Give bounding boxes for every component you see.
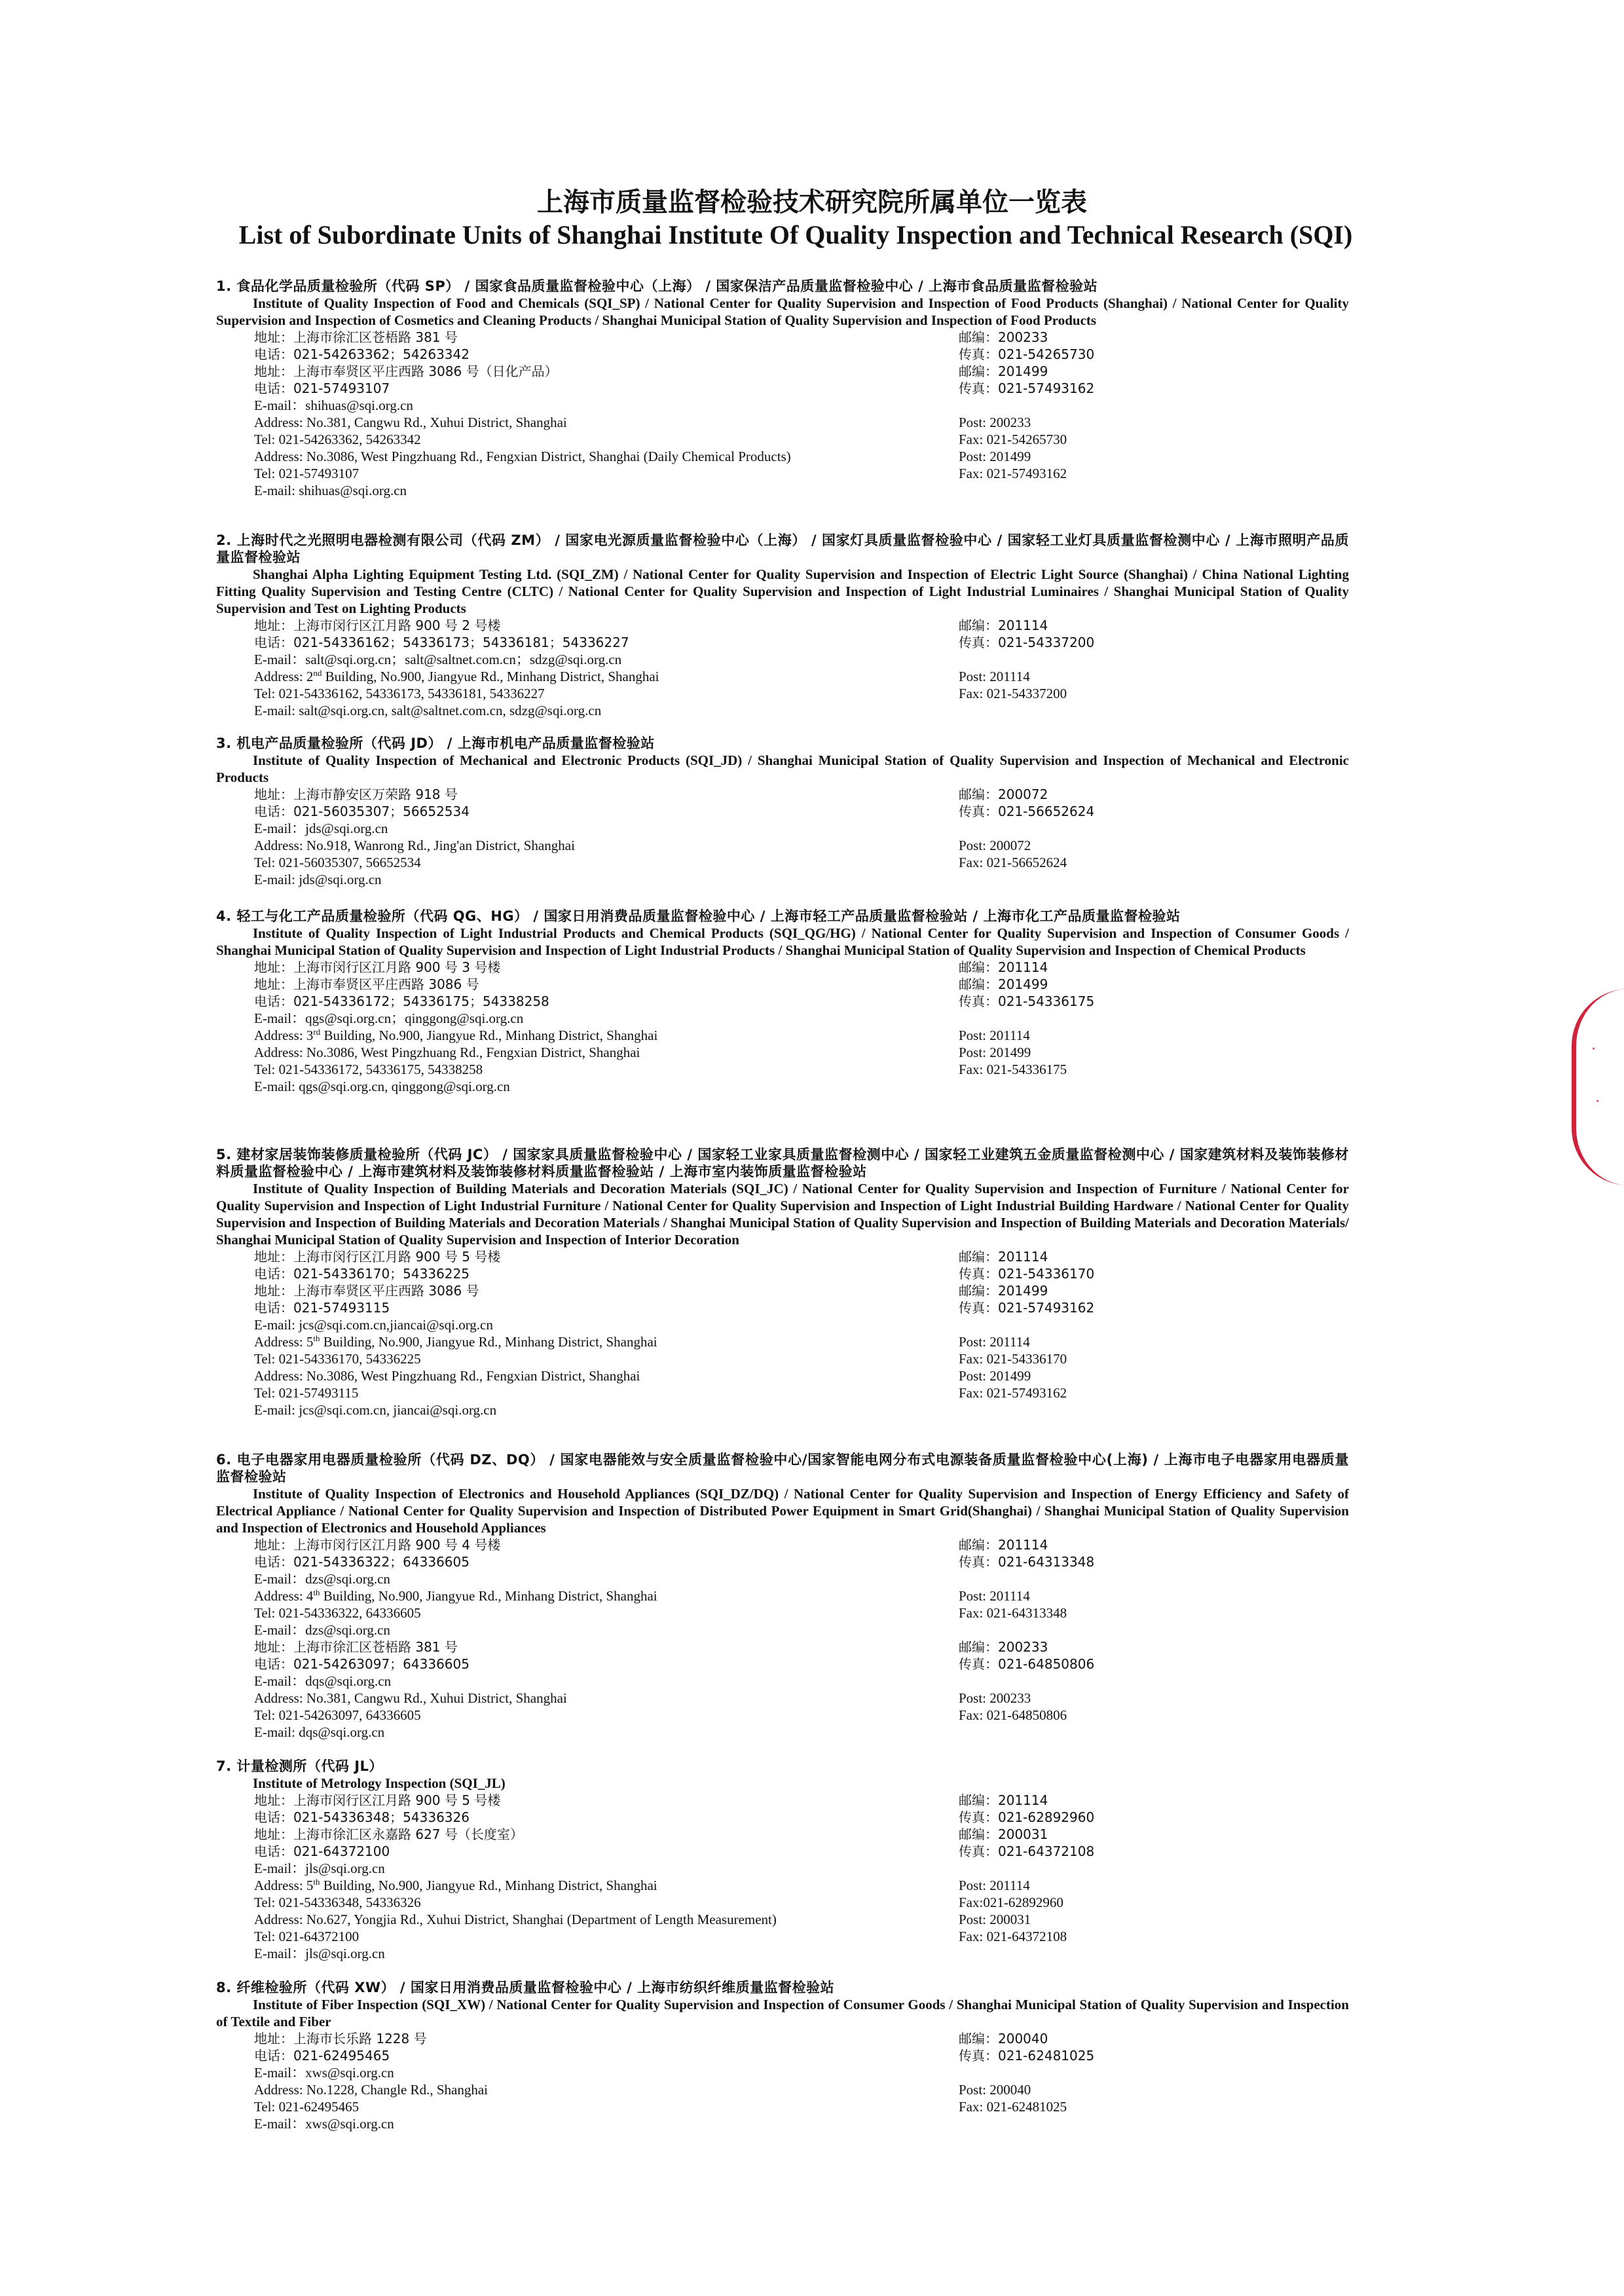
postal-fax-detail bbox=[959, 1860, 1349, 1877]
contact-row bbox=[216, 1724, 1349, 1741]
postal-fax-detail: 邮编：200233 bbox=[959, 1639, 1048, 1655]
postal-fax-detail bbox=[959, 1316, 1349, 1333]
contact-row bbox=[216, 976, 1349, 993]
contact-detail: 地址：上海市奉贤区平庄西路 3086 号（日化产品） bbox=[254, 363, 558, 379]
contact-row bbox=[216, 1316, 1349, 1333]
unit-header-en: Institute of Quality Inspection of Mechanical and Electronic Products (SQI_JD) / Shanghai Municipal Station of Quality Supervision and Inspection of Mechanical and Electronic Products bbox=[216, 752, 1349, 785]
contact-detail: E-mail: shihuas@sqi.org.cn bbox=[254, 483, 407, 498]
contact-detail: Tel: 021-56035307, 56652534 bbox=[254, 855, 421, 870]
contact-row bbox=[216, 1656, 1349, 1673]
contact-row bbox=[216, 465, 1349, 482]
contact-row bbox=[216, 1027, 1349, 1044]
stamp-mark: · bbox=[1595, 1094, 1600, 1110]
postal-fax-detail bbox=[959, 2064, 1349, 2081]
contact-row bbox=[216, 1877, 1349, 1894]
postal-fax-detail: 传真：021-54337200 bbox=[959, 635, 1095, 650]
postal-fax-detail: Fax: 021-54337200 bbox=[959, 686, 1067, 701]
contact-detail: 地址：上海市长乐路 1228 号 bbox=[254, 2031, 427, 2046]
contact-row bbox=[216, 1333, 1349, 1350]
contact-detail: Address: No.381, Cangwu Rd., Xuhui District, Shanghai bbox=[254, 415, 567, 430]
contact-detail: 电话：021-62495465 bbox=[254, 2048, 390, 2064]
contact-row bbox=[216, 2115, 1349, 2132]
contact-row bbox=[216, 2064, 1349, 2081]
contact-row bbox=[216, 1536, 1349, 1553]
postal-fax-detail bbox=[959, 1945, 1349, 1962]
postal-fax-detail: Fax: 021-64313348 bbox=[959, 1605, 1067, 1621]
unit-entry bbox=[216, 1451, 1349, 1741]
contact-row bbox=[216, 668, 1349, 685]
contact-row bbox=[216, 1792, 1349, 1809]
contact-detail: E-mail：dqs@sqi.org.cn bbox=[254, 1673, 392, 1689]
contact-row bbox=[216, 1010, 1349, 1027]
postal-fax-detail bbox=[959, 1078, 1349, 1095]
unit-entry bbox=[216, 1758, 1349, 1962]
contact-row bbox=[216, 414, 1349, 431]
unit-header-cn: 4. 轻工与化工产品质量检验所（代码 QG、HG） / 国家日用消费品质量监督检验中心 / 上海市轻工产品质量监督检验站 / 上海市化工产品质量监督检验站 bbox=[216, 908, 1181, 924]
contact-row bbox=[216, 803, 1349, 820]
contact-row bbox=[216, 1911, 1349, 1928]
postal-fax-detail: 邮编：201114 bbox=[959, 1792, 1048, 1808]
postal-fax-detail: Post: 201499 bbox=[959, 1045, 1031, 1060]
postal-fax-detail: 邮编：201114 bbox=[959, 618, 1048, 633]
unit-entry bbox=[216, 1979, 1349, 2132]
contact-detail: 地址：上海市奉贤区平庄西路 3086 号 bbox=[254, 1283, 479, 1299]
contact-row bbox=[216, 380, 1349, 397]
postal-fax-detail: Fax: 021-57493162 bbox=[959, 466, 1067, 481]
postal-fax-detail: 传真：021-64372108 bbox=[959, 1843, 1095, 1859]
contact-detail: Address: No.918, Wanrong Rd., Jing'an District, Shanghai bbox=[254, 838, 575, 853]
contact-row bbox=[216, 1604, 1349, 1621]
contact-row bbox=[216, 448, 1349, 465]
postal-fax-detail bbox=[959, 820, 1349, 837]
contact-detail: Tel: 021-57493115 bbox=[254, 1385, 359, 1401]
postal-fax-detail bbox=[959, 1621, 1349, 1639]
postal-fax-detail: 传真：021-54265730 bbox=[959, 346, 1095, 362]
postal-fax-detail: Fax: 021-56652624 bbox=[959, 855, 1067, 870]
unit-header-en: Institute of Fiber Inspection (SQI_XW) / National Center for Quality Supervision and Inspection of Consumer Goods / Shanghai Municipal Station of Quality Supervision and Inspection of Textile and Fiber bbox=[216, 1997, 1349, 2029]
contact-row bbox=[216, 1265, 1349, 1282]
contact-row bbox=[216, 1248, 1349, 1265]
contact-detail: 电话：021-54263097；64336605 bbox=[254, 1656, 470, 1672]
postal-fax-detail bbox=[959, 482, 1349, 499]
contact-row bbox=[216, 1044, 1349, 1061]
unit-header-cn: 1. 食品化学品质量检验所（代码 SP） / 国家食品质量监督检验中心（上海） / 国家保洁产品质量监督检验中心 / 上海市食品质量监督检验站 bbox=[216, 278, 1098, 294]
contact-detail: Address: 5th Building, No.900, Jiangyue Rd., Minhang District, Shanghai bbox=[254, 1333, 657, 1350]
contact-detail: E-mail: qgs@sqi.org.cn, qinggong@sqi.org.cn bbox=[254, 1079, 510, 1094]
unit-header-cn: 2. 上海时代之光照明电器检测有限公司（代码 ZM） / 国家电光源质量监督检验中心（上海） / 国家灯具质量监督检验中心 / 国家轻工业灯具质量监督检测中心 / 上海市照明产品质量监督检验站 bbox=[216, 532, 1349, 565]
contact-row bbox=[216, 617, 1349, 634]
contact-detail: 地址：上海市闵行区江月路 900 号 2 号楼 bbox=[254, 618, 501, 633]
contact-detail: Address: 5th Building, No.900, Jiangyue Rd., Minhang District, Shanghai bbox=[254, 1877, 657, 1893]
contact-row bbox=[216, 2047, 1349, 2064]
contact-detail: E-mail：xws@sqi.org.cn bbox=[254, 2065, 394, 2081]
postal-fax-detail: Fax:021-62892960 bbox=[959, 1895, 1063, 1910]
postal-fax-detail: Post: 200031 bbox=[959, 1912, 1031, 1927]
unit-entry bbox=[216, 908, 1349, 1095]
postal-fax-detail bbox=[959, 651, 1349, 668]
contact-detail: E-mail: jcs@sqi.com.cn,jiancai@sqi.org.cn bbox=[254, 1317, 493, 1333]
contact-detail: 电话：021-56035307；56652534 bbox=[254, 804, 470, 819]
contact-detail: Tel: 021-62495465 bbox=[254, 2099, 360, 2115]
contact-detail: Tel: 021-54336162, 54336173, 54336181, 54336227 bbox=[254, 686, 545, 701]
postal-fax-detail: Post: 201114 bbox=[959, 1878, 1030, 1893]
contact-detail: 地址：上海市奉贤区平庄西路 3086 号 bbox=[254, 976, 479, 992]
postal-fax-detail: Fax: 021-57493162 bbox=[959, 1385, 1067, 1401]
contact-detail: Address: 3rd Building, No.900, Jiangyue Rd., Minhang District, Shanghai bbox=[254, 1027, 658, 1043]
contact-row bbox=[216, 1673, 1349, 1690]
contact-row bbox=[216, 1061, 1349, 1078]
contact-row bbox=[216, 702, 1349, 719]
contact-row bbox=[216, 1639, 1349, 1656]
contact-detail: E-mail：qgs@sqi.org.cn；qinggong@sqi.org.cn bbox=[254, 1010, 524, 1026]
contact-row bbox=[216, 1553, 1349, 1570]
postal-fax-detail bbox=[959, 1673, 1349, 1690]
contact-detail: 电话：021-54336170；54336225 bbox=[254, 1266, 470, 1282]
postal-fax-detail: Post: 201114 bbox=[959, 1028, 1030, 1043]
contact-row bbox=[216, 837, 1349, 854]
contact-row bbox=[216, 1621, 1349, 1639]
contact-row bbox=[216, 1690, 1349, 1707]
postal-fax-detail: 邮编：200031 bbox=[959, 1826, 1048, 1842]
contact-row bbox=[216, 2030, 1349, 2047]
contact-detail: 地址：上海市闵行区江月路 900 号 5 号楼 bbox=[254, 1792, 501, 1808]
postal-fax-detail: 邮编：201499 bbox=[959, 976, 1048, 992]
postal-fax-detail: Post: 201114 bbox=[959, 669, 1030, 684]
unit-header-cn: 3. 机电产品质量检验所（代码 JD） / 上海市机电产品质量监督检验站 bbox=[216, 735, 655, 751]
contact-row bbox=[216, 397, 1349, 414]
postal-fax-detail bbox=[959, 1010, 1349, 1027]
postal-fax-detail: Post: 201114 bbox=[959, 1588, 1030, 1604]
postal-fax-detail: 传真：021-64313348 bbox=[959, 1554, 1095, 1570]
contact-detail: Tel: 021-54336170, 54336225 bbox=[254, 1351, 421, 1367]
contact-detail: E-mail：jls@sqi.org.cn bbox=[254, 1861, 385, 1876]
unit-header-cn: 5. 建材家居装饰装修质量检验所（代码 JC） / 国家家具质量监督检验中心 / 国家轻工业家具质量监督检测中心 / 国家轻工业建筑五金质量监督检测中心 / 国家建筑材料及装饰装修材料质量监督检验中心 / 上海市建筑材料及装饰装修材料质量监督检验站 / 上海市室内装饰质量监督检验站 bbox=[216, 1147, 1349, 1179]
postal-fax-detail: 邮编：201499 bbox=[959, 1283, 1048, 1299]
contact-detail: 电话：021-57493115 bbox=[254, 1300, 390, 1316]
contact-detail: 地址：上海市徐汇区苍梧路 381 号 bbox=[254, 329, 458, 345]
contact-detail: 地址：上海市闵行区江月路 900 号 3 号楼 bbox=[254, 959, 501, 975]
contact-detail: E-mail：salt@sqi.org.cn；salt@saltnet.com.cn；sdzg@sqi.org.cn bbox=[254, 652, 622, 667]
contact-detail: E-mail：jds@sqi.org.cn bbox=[254, 821, 388, 836]
postal-fax-detail: 邮编：201499 bbox=[959, 363, 1048, 379]
page-title-cn: 上海市质量监督检验技术研究院所属单位一览表 bbox=[537, 187, 1087, 217]
contact-detail: Tel: 021-54336172, 54336175, 54338258 bbox=[254, 1062, 483, 1077]
contact-row bbox=[216, 820, 1349, 837]
unit-entry bbox=[216, 1146, 1349, 1418]
page-title-en: List of Subordinate Units of Shanghai Institute Of Quality Inspection and Technical Research (SQI) bbox=[238, 220, 1353, 250]
contact-detail: E-mail：shihuas@sqi.org.cn bbox=[254, 398, 413, 413]
postal-fax-detail: 传真：021-62481025 bbox=[959, 2048, 1095, 2064]
postal-fax-detail: 传真：021-62892960 bbox=[959, 1809, 1095, 1825]
unit-header-cn: 8. 纤维检验所（代码 XW） / 国家日用消费品质量监督检验中心 / 上海市纺织纤维质量监督检验站 bbox=[216, 1980, 835, 1995]
contact-row bbox=[216, 1078, 1349, 1095]
contact-detail: 地址：上海市闵行区江月路 900 号 5 号楼 bbox=[254, 1249, 501, 1265]
contact-detail: 电话：021-57493107 bbox=[254, 380, 390, 396]
contact-detail: Address: 2nd Building, No.900, Jiangyue Rd., Minhang District, Shanghai bbox=[254, 668, 659, 684]
contact-row bbox=[216, 685, 1349, 702]
contact-detail: 电话：021-64372100 bbox=[254, 1843, 390, 1859]
postal-fax-detail: Fax: 021-54336170 bbox=[959, 1351, 1067, 1367]
contact-detail: Address: No.381, Cangwu Rd., Xuhui District, Shanghai bbox=[254, 1690, 567, 1706]
unit-header-cn: 7. 计量检测所（代码 JL） bbox=[216, 1758, 383, 1774]
contact-detail: Tel: 021-54336322, 64336605 bbox=[254, 1605, 421, 1621]
postal-fax-detail: 传真：021-64850806 bbox=[959, 1656, 1095, 1672]
contact-detail: Tel: 021-54263097, 64336605 bbox=[254, 1707, 421, 1723]
contact-detail: Address: No.3086, West Pingzhuang Rd., Fengxian District, Shanghai bbox=[254, 1045, 640, 1060]
contact-row bbox=[216, 1894, 1349, 1911]
contact-detail: Address: No.3086, West Pingzhuang Rd., Fengxian District, Shanghai bbox=[254, 1368, 640, 1384]
contact-row bbox=[216, 346, 1349, 363]
postal-fax-detail: Post: 201114 bbox=[959, 1334, 1030, 1350]
unit-entry bbox=[216, 532, 1349, 719]
contact-row bbox=[216, 871, 1349, 888]
contact-row bbox=[216, 634, 1349, 651]
postal-fax-detail bbox=[959, 1570, 1349, 1587]
postal-fax-detail: 邮编：200040 bbox=[959, 2031, 1048, 2046]
contact-row bbox=[216, 959, 1349, 976]
unit-entry bbox=[216, 735, 1349, 888]
postal-fax-detail: 传真：021-56652624 bbox=[959, 804, 1095, 819]
postal-fax-detail: Fax: 021-64372108 bbox=[959, 1929, 1067, 1944]
contact-detail: E-mail: salt@sqi.org.cn, salt@saltnet.com.cn, sdzg@sqi.org.cn bbox=[254, 703, 602, 718]
postal-fax-detail bbox=[959, 871, 1349, 888]
unit-header-en: Shanghai Alpha Lighting Equipment Testing Ltd. (SQI_ZM) / National Center for Quality Supervision and Inspection of Electric Light Source (Shanghai) / China National Lighting Fitting Quality Supervision and Testing Centre (CLTC) / National Center for Quality Supervision and Inspection of Light Industrial Luminaires / Shanghai Municipal Station of Quality Supervision and Test on Lighting Products bbox=[216, 566, 1349, 616]
postal-fax-detail: 邮编：201114 bbox=[959, 1537, 1048, 1553]
postal-fax-detail: 邮编：201114 bbox=[959, 959, 1048, 975]
contact-detail: E-mail: jds@sqi.org.cn bbox=[254, 872, 382, 887]
postal-fax-detail: 邮编：200233 bbox=[959, 329, 1048, 345]
contact-row bbox=[216, 1299, 1349, 1316]
unit-header-cn: 6. 电子电器家用电器质量检验所（代码 DZ、DQ） / 国家电器能效与安全质量监督检验中心/国家智能电网分布式电源装备质量监督检验中心(上海) / 上海市电子电器家用电器质量监督检验站 bbox=[216, 1452, 1349, 1485]
contact-detail: 电话：021-54336162；54336173；54336181；54336227 bbox=[254, 635, 629, 650]
contact-row bbox=[216, 431, 1349, 448]
contact-detail: E-mail：jls@sqi.org.cn bbox=[254, 1946, 385, 1961]
postal-fax-detail: Fax: 021-54265730 bbox=[959, 432, 1067, 447]
postal-fax-detail: Post: 200233 bbox=[959, 1690, 1031, 1706]
contact-row bbox=[216, 651, 1349, 668]
contact-detail: 地址：上海市静安区万荣路 918 号 bbox=[254, 787, 458, 802]
postal-fax-detail: 邮编：200072 bbox=[959, 787, 1048, 802]
contact-detail: 电话：021-54263362；54263342 bbox=[254, 346, 470, 362]
stamp-mark: · bbox=[1591, 1041, 1596, 1058]
postal-fax-detail: 邮编：201114 bbox=[959, 1249, 1048, 1265]
contact-detail: Address: No.3086, West Pingzhuang Rd., Fengxian District, Shanghai (Daily Chemical Products) bbox=[254, 449, 791, 464]
contact-detail: 电话：021-54336348；54336326 bbox=[254, 1809, 470, 1825]
contact-row bbox=[216, 1809, 1349, 1826]
postal-fax-detail bbox=[959, 2115, 1349, 2132]
contact-row bbox=[216, 1350, 1349, 1367]
postal-fax-detail: Post: 200233 bbox=[959, 415, 1031, 430]
postal-fax-detail: Fax: 021-54336175 bbox=[959, 1062, 1067, 1077]
red-seal-stamp bbox=[1572, 989, 1624, 1185]
contact-row bbox=[216, 1826, 1349, 1843]
contact-detail: Tel: 021-54263362, 54263342 bbox=[254, 432, 421, 447]
contact-row bbox=[216, 1843, 1349, 1860]
contact-row bbox=[216, 2081, 1349, 2098]
postal-fax-detail bbox=[959, 702, 1349, 719]
contact-row bbox=[216, 1945, 1349, 1962]
contact-row bbox=[216, 1707, 1349, 1724]
postal-fax-detail: Fax: 021-64850806 bbox=[959, 1707, 1067, 1723]
contact-row bbox=[216, 1928, 1349, 1945]
contact-detail: 地址：上海市闵行区江月路 900 号 4 号楼 bbox=[254, 1537, 501, 1553]
postal-fax-detail bbox=[959, 397, 1349, 414]
contact-row bbox=[216, 1587, 1349, 1604]
unit-entry bbox=[216, 278, 1349, 499]
postal-fax-detail: Fax: 021-62481025 bbox=[959, 2099, 1067, 2115]
postal-fax-detail: 传真：021-54336175 bbox=[959, 993, 1095, 1009]
contact-row bbox=[216, 786, 1349, 803]
contact-row bbox=[216, 1367, 1349, 1384]
contact-row bbox=[216, 1570, 1349, 1587]
contact-row bbox=[216, 329, 1349, 346]
postal-fax-detail: Post: 200040 bbox=[959, 2082, 1031, 2098]
unit-header-en: Institute of Quality Inspection of Food and Chemicals (SQI_SP) / National Center for Quality Supervision and Inspection of Food Products (Shanghai) / National Center for Quality Supervision and Inspection of Cosmetics and Cleaning Products / Shanghai Municipal Station of Quality Supervision and Inspection of Food Products bbox=[216, 295, 1349, 328]
contact-detail: E-mail：dzs@sqi.org.cn bbox=[254, 1571, 390, 1587]
contact-detail: E-mail：dzs@sqi.org.cn bbox=[254, 1622, 390, 1638]
contact-detail: 地址：上海市徐汇区苍梧路 381 号 bbox=[254, 1639, 458, 1655]
unit-header-en: Institute of Metrology Inspection (SQI_JL) bbox=[253, 1775, 506, 1791]
contact-row bbox=[216, 482, 1349, 499]
postal-fax-detail: 传真：021-57493162 bbox=[959, 1300, 1095, 1316]
contact-detail: Tel: 021-54336348, 54336326 bbox=[254, 1895, 421, 1910]
contact-row bbox=[216, 854, 1349, 871]
contact-row bbox=[216, 1401, 1349, 1418]
postal-fax-detail bbox=[959, 1401, 1349, 1418]
unit-header-en: Institute of Quality Inspection of Light Industrial Products and Chemical Products (SQI_QG/HG) / National Center for Quality Supervision and Inspection of Consumer Goods / Shanghai Municipal Station of Quality Supervision and Inspection of Light Industrial Products / Shanghai Municipal Station of Quality Supervision and Inspection of Chemical Products bbox=[216, 925, 1349, 958]
contact-detail: Tel: 021-57493107 bbox=[254, 466, 360, 481]
contact-detail: Tel: 021-64372100 bbox=[254, 1929, 360, 1944]
contact-detail: 地址：上海市徐汇区永嘉路 627 号（长度室） bbox=[254, 1826, 523, 1842]
contact-detail: 电话：021-54336172；54336175；54338258 bbox=[254, 993, 549, 1009]
contact-detail: Address: No.627, Yongjia Rd., Xuhui District, Shanghai (Department of Length Measurement) bbox=[254, 1912, 777, 1927]
postal-fax-detail: 传真：021-57493162 bbox=[959, 380, 1095, 396]
contact-detail: Address: No.1228, Changle Rd., Shanghai bbox=[254, 2082, 488, 2098]
unit-header-en: Institute of Quality Inspection of Electronics and Household Appliances (SQI_DZ/DQ) / National Center for Quality Supervision and Inspection of Energy Efficiency and Safety of Electrical Appliance / National Center for Quality Supervision and Inspection of Distributed Power Equipment in Smart Grid(Shanghai) / Shanghai Municipal Station of Quality Supervision and Inspection of Electronics and Household Appliances bbox=[216, 1486, 1349, 1536]
unit-header-en: Institute of Quality Inspection of Building Materials and Decoration Materials (SQI_JC) / National Center for Quality Supervision and Inspection of Furniture / National Center for Quality Supervision and Inspection of Light Industrial Furniture / National Center for Quality Supervision and Inspection of Light Industrial Building Hardware / National Center for Quality Supervision and Inspection of Building Materials and Decoration Materials / Shanghai Municipal Station of Quality Supervision and Inspection of Building Materials and Decoration Materials/ Shanghai Municipal Station of Quality Supervision and Inspection of Interior Decoration bbox=[216, 1181, 1349, 1248]
contact-row bbox=[216, 363, 1349, 380]
postal-fax-detail: Post: 200072 bbox=[959, 838, 1031, 853]
contact-row bbox=[216, 993, 1349, 1010]
postal-fax-detail: Post: 201499 bbox=[959, 1368, 1031, 1384]
contact-row bbox=[216, 1384, 1349, 1401]
postal-fax-detail bbox=[959, 1724, 1349, 1741]
contact-detail: E-mail: jcs@sqi.com.cn, jiancai@sqi.org.cn bbox=[254, 1402, 497, 1418]
contact-row bbox=[216, 1282, 1349, 1299]
contact-detail: E-mail: dqs@sqi.org.cn bbox=[254, 1724, 385, 1740]
postal-fax-detail: 传真：021-54336170 bbox=[959, 1266, 1095, 1282]
contact-row bbox=[216, 1860, 1349, 1877]
contact-row bbox=[216, 2098, 1349, 2115]
contact-detail: 电话：021-54336322；64336605 bbox=[254, 1554, 470, 1570]
contact-detail: E-mail：xws@sqi.org.cn bbox=[254, 2116, 394, 2132]
postal-fax-detail: Post: 201499 bbox=[959, 449, 1031, 464]
contact-detail: Address: 4th Building, No.900, Jiangyue Rd., Minhang District, Shanghai bbox=[254, 1587, 657, 1604]
